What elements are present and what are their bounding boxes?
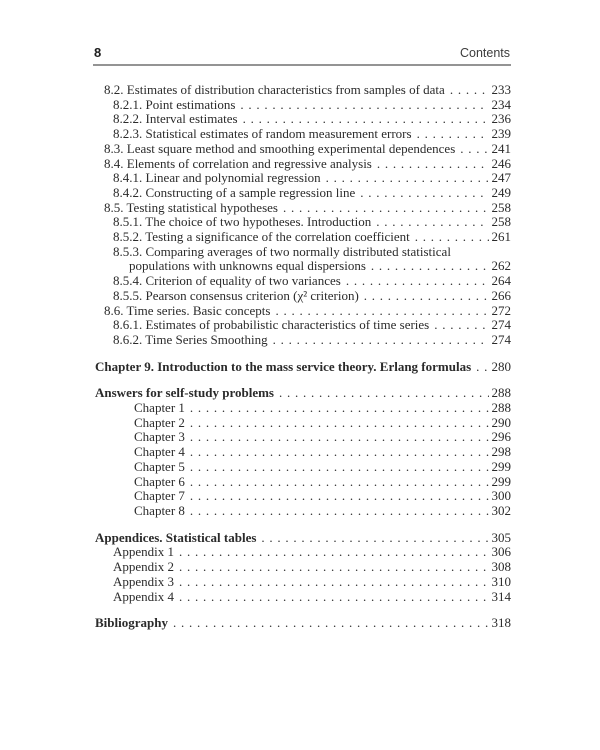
toc-entry-page: 266 [491,287,511,303]
toc-entry-text: 8.2.3. Statistical estimates of random measurement errors [113,126,412,142]
toc-entry [93,445,511,460]
toc-entry [93,98,511,113]
dot-leader [190,460,489,475]
table-of-contents [93,83,511,631]
toc-entry-text: Appendices. Statistical tables [95,529,257,545]
dot-leader [179,560,488,575]
toc-entry-page: 234 [491,96,511,112]
toc-entry-page: 302 [491,502,511,518]
dot-leader [460,142,488,157]
toc-entry [93,186,511,201]
dot-leader [279,386,489,401]
toc-entry-text: 8.5.2. Testing a significance of the correlation coefficient [113,229,410,245]
toc-entry [93,171,511,186]
toc-entry-text: Chapter 4 [134,444,185,460]
toc-entry-page: 236 [491,111,511,127]
header-divider [93,64,511,66]
toc-entry-page: 298 [491,444,511,460]
dot-leader [190,504,489,519]
toc-entry [93,504,511,519]
dot-leader [450,83,489,98]
toc-entry-text: Bibliography [95,615,168,631]
dot-leader [346,274,489,289]
toc-entry-text: Appendix 3 [113,573,175,589]
toc-entry-page: 318 [491,615,511,631]
toc-entry-page: 305 [491,529,511,545]
dot-leader [376,215,488,230]
toc-entry-text: 8.4.2. Constructing of a sample regression line [113,184,356,200]
toc-entry-page: 249 [491,184,511,200]
toc-entry-text: 8.4. Elements of correlation and regressive analysis [104,155,372,171]
toc-entry-page: 296 [491,429,511,445]
toc-entry [93,590,511,605]
toc-entry-page: 299 [491,458,511,474]
toc-entry [93,157,511,172]
toc-entry [93,401,511,416]
toc-entry [93,215,511,230]
toc-entry-text: 8.2. Estimates of distribution characteristics from samples of data [104,82,445,97]
toc-entry-page: 272 [491,302,511,318]
toc-entry [93,386,511,401]
toc-entry [93,416,511,431]
toc-entry-page: 246 [491,155,511,171]
toc-entry [93,616,511,631]
dot-leader [261,531,488,546]
dot-leader [275,304,488,319]
toc-entry [93,289,511,304]
toc-entry-page: 258 [491,199,511,215]
dot-leader [190,445,489,460]
toc-entry-text: Chapter 5 [134,458,185,474]
dot-leader [476,360,488,375]
toc-entry-text: Appendix 1 [113,544,175,560]
toc-entry-page: 314 [491,588,511,604]
running-header [93,46,511,64]
toc-entry-page: 274 [491,317,511,333]
dot-leader [360,186,488,201]
toc-entry [93,475,511,490]
toc-entry [93,259,511,274]
toc-entry-text: Chapter 6 [134,473,185,489]
toc-entry [93,127,511,142]
toc-entry [93,460,511,475]
toc-entry-page: 306 [491,544,511,560]
toc-entry-text: Chapter 7 [134,488,185,504]
toc-entry [93,545,511,560]
toc-entry-text: 8.5.3. Comparing averages of two normally distributed statistical [113,243,451,259]
dot-leader [179,575,488,590]
toc-entry-text: 8.5.4. Criterion of equality of two variances [113,273,341,289]
toc-entry-text: 8.2.1. Point estimations [113,96,236,112]
toc-entry-text: Chapter 1 [134,400,185,416]
toc-entry [93,575,511,590]
toc-entry-page: 262 [491,258,511,274]
toc-entry [93,304,511,319]
toc-entry [93,230,511,245]
toc-entry-text: 8.6. Time series. Basic concepts [104,302,271,318]
toc-entry-page: 241 [491,140,511,156]
toc-entry-text: 8.3. Least square method and smoothing experimental dependences [104,140,456,156]
toc-entry-text: Appendix 4 [113,588,175,604]
toc-entry-text: 8.6.1. Estimates of probabilistic characteristics of time series [113,317,430,333]
toc-entry-page: 299 [491,473,511,489]
running-head-title: Contents [459,46,510,60]
toc-entry-text: populations with unknowns equal dispersions [129,258,366,274]
dot-leader [190,489,489,504]
toc-entry-page: 261 [491,229,511,245]
toc-entry [93,112,511,127]
toc-entry-text: Chapter 3 [134,429,185,445]
dot-leader [190,475,489,490]
toc-entry [93,142,511,157]
toc-entry [93,430,511,445]
dot-leader [179,545,488,560]
toc-entry-text: 8.5.1. The choice of two hypotheses. Introduction [113,214,372,230]
dot-leader [240,98,488,113]
toc-entry-page: 300 [491,488,511,504]
dot-leader [364,289,489,304]
toc-entry-text: Chapter 2 [134,414,185,430]
dot-leader [434,318,488,333]
dot-leader [417,127,489,142]
toc-entry-text: Chapter 8 [134,502,185,518]
toc-entry-page: 247 [491,170,511,186]
toc-entry-page: 264 [491,273,511,289]
dot-leader [273,333,489,348]
page-content [93,46,511,631]
toc-entry-text: Appendix 2 [113,559,175,575]
toc-entry-page: 308 [491,559,511,575]
toc-entry [93,360,511,375]
dot-leader [326,171,489,186]
toc-entry [93,318,511,333]
dot-leader [377,157,489,172]
toc-entry-page: 239 [491,126,511,142]
dot-leader [173,616,489,631]
toc-entry [93,333,511,348]
dot-leader [190,430,489,445]
toc-entry-text: Answers for self-study problems [95,385,274,401]
dot-leader [179,590,488,605]
toc-entry [93,274,511,289]
toc-entry-page: 233 [491,82,511,97]
toc-entry [93,531,511,546]
page-number: 8 [94,45,102,60]
dot-leader [371,259,489,274]
toc-entry [93,201,511,216]
toc-entry-text: 8.5.5. Pearson consensus criterion (χ² criterion) [113,287,359,303]
toc-entry-page: 290 [491,414,511,430]
toc-entry-text: 8.5. Testing statistical hypotheses [104,199,278,215]
toc-entry-text: 8.2.2. Interval estimates [113,111,238,127]
dot-leader [190,401,489,416]
dot-leader [283,201,489,216]
dot-leader [190,416,489,431]
toc-entry-text: 8.4.1. Linear and polynomial regression [113,170,321,186]
toc-entry-page: 288 [491,385,511,401]
toc-entry-page: 274 [491,331,511,347]
toc-entry-page: 310 [491,573,511,589]
dot-leader [415,230,489,245]
toc-entry [93,83,511,98]
toc-entry-page: 280 [491,358,511,374]
toc-entry [93,245,511,260]
toc-entry-text: Chapter 9. Introduction to the mass service theory. Erlang formulas [95,358,472,374]
toc-entry-page: 258 [491,214,511,230]
toc-entry-page: 288 [491,400,511,416]
dot-leader [243,112,489,127]
toc-entry [93,560,511,575]
toc-entry-text: 8.6.2. Time Series Smoothing [113,331,268,347]
toc-entry [93,489,511,504]
